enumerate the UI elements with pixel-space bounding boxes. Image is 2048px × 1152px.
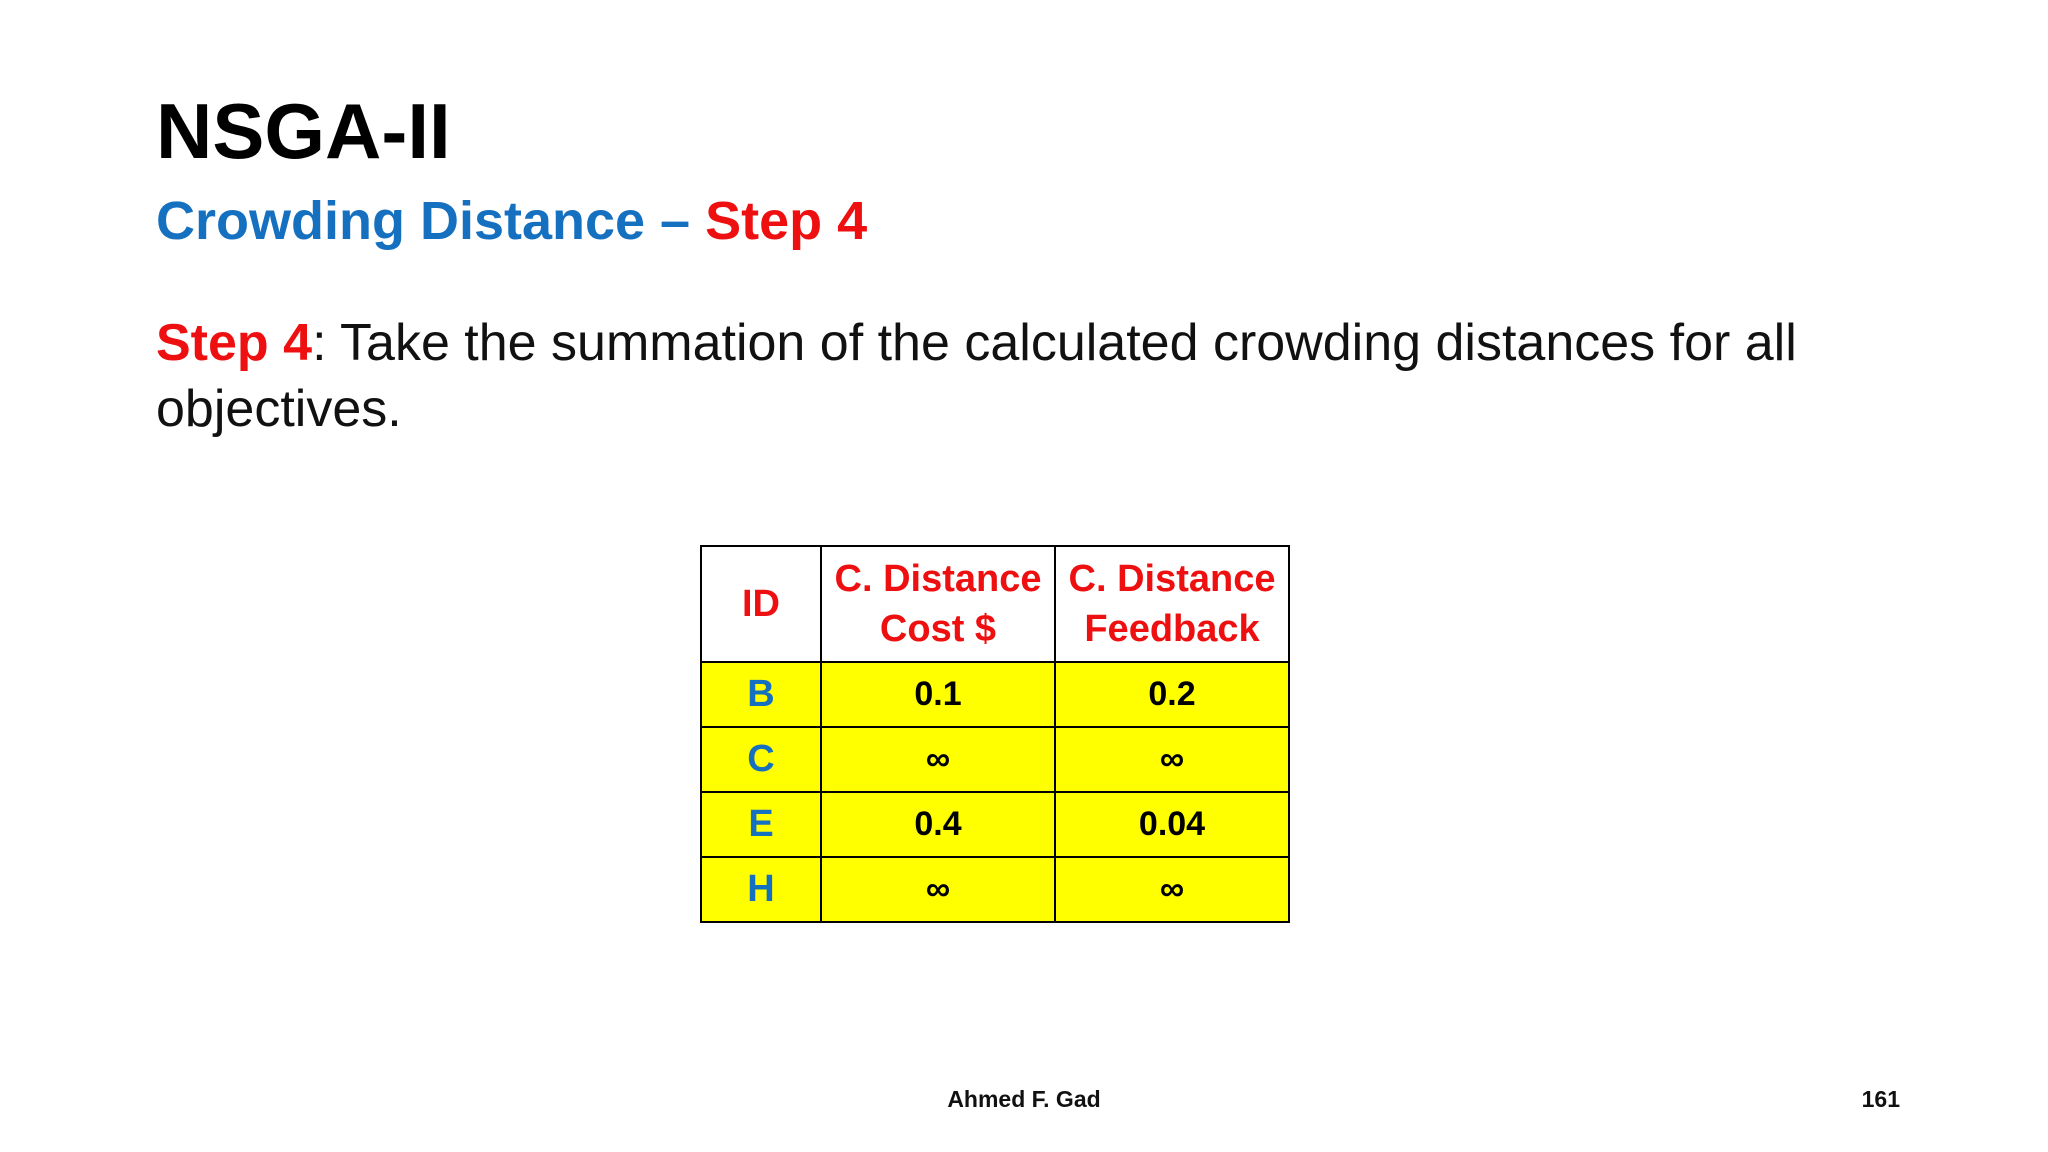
slide-subtitle [156, 192, 867, 251]
row-cost: ∞ [821, 727, 1055, 792]
subtitle-topic: Crowding Distance – [156, 191, 706, 251]
row-feedback: ∞ [1055, 857, 1289, 922]
table-row [701, 792, 1289, 857]
step-text: : Take the summation of the calculated crowding distances for all objectives. [156, 314, 1797, 438]
row-id: H [701, 857, 821, 922]
row-feedback: ∞ [1055, 727, 1289, 792]
step-description [156, 310, 1916, 442]
crowding-distance-table [700, 545, 1290, 923]
slide-title: NSGA-II [156, 87, 451, 175]
header-feedback-line2: Feedback [1084, 608, 1260, 650]
subtitle-step: Step 4 [705, 191, 868, 251]
page-number: 161 [1861, 1086, 1900, 1112]
row-id: E [701, 792, 821, 857]
row-feedback: 0.2 [1055, 662, 1289, 727]
row-cost: 0.1 [821, 662, 1055, 727]
table-row [701, 727, 1289, 792]
header-cost [821, 546, 1055, 662]
header-feedback [1055, 546, 1289, 662]
row-cost: 0.4 [821, 792, 1055, 857]
header-cost-line2: Cost $ [879, 608, 997, 650]
row-feedback: 0.04 [1055, 792, 1289, 857]
header-cost-line1: C. Distance [834, 558, 1042, 600]
header-feedback-line1: C. Distance [1068, 558, 1276, 600]
row-id: C [701, 727, 821, 792]
step-label: Step 4 [156, 314, 313, 372]
row-cost: ∞ [821, 857, 1055, 922]
table-header-row [701, 546, 1289, 662]
table-row [701, 857, 1289, 922]
header-id: ID [701, 546, 821, 662]
row-id: B [701, 662, 821, 727]
table-row [701, 662, 1289, 727]
footer-author: Ahmed F. Gad [947, 1086, 1101, 1112]
